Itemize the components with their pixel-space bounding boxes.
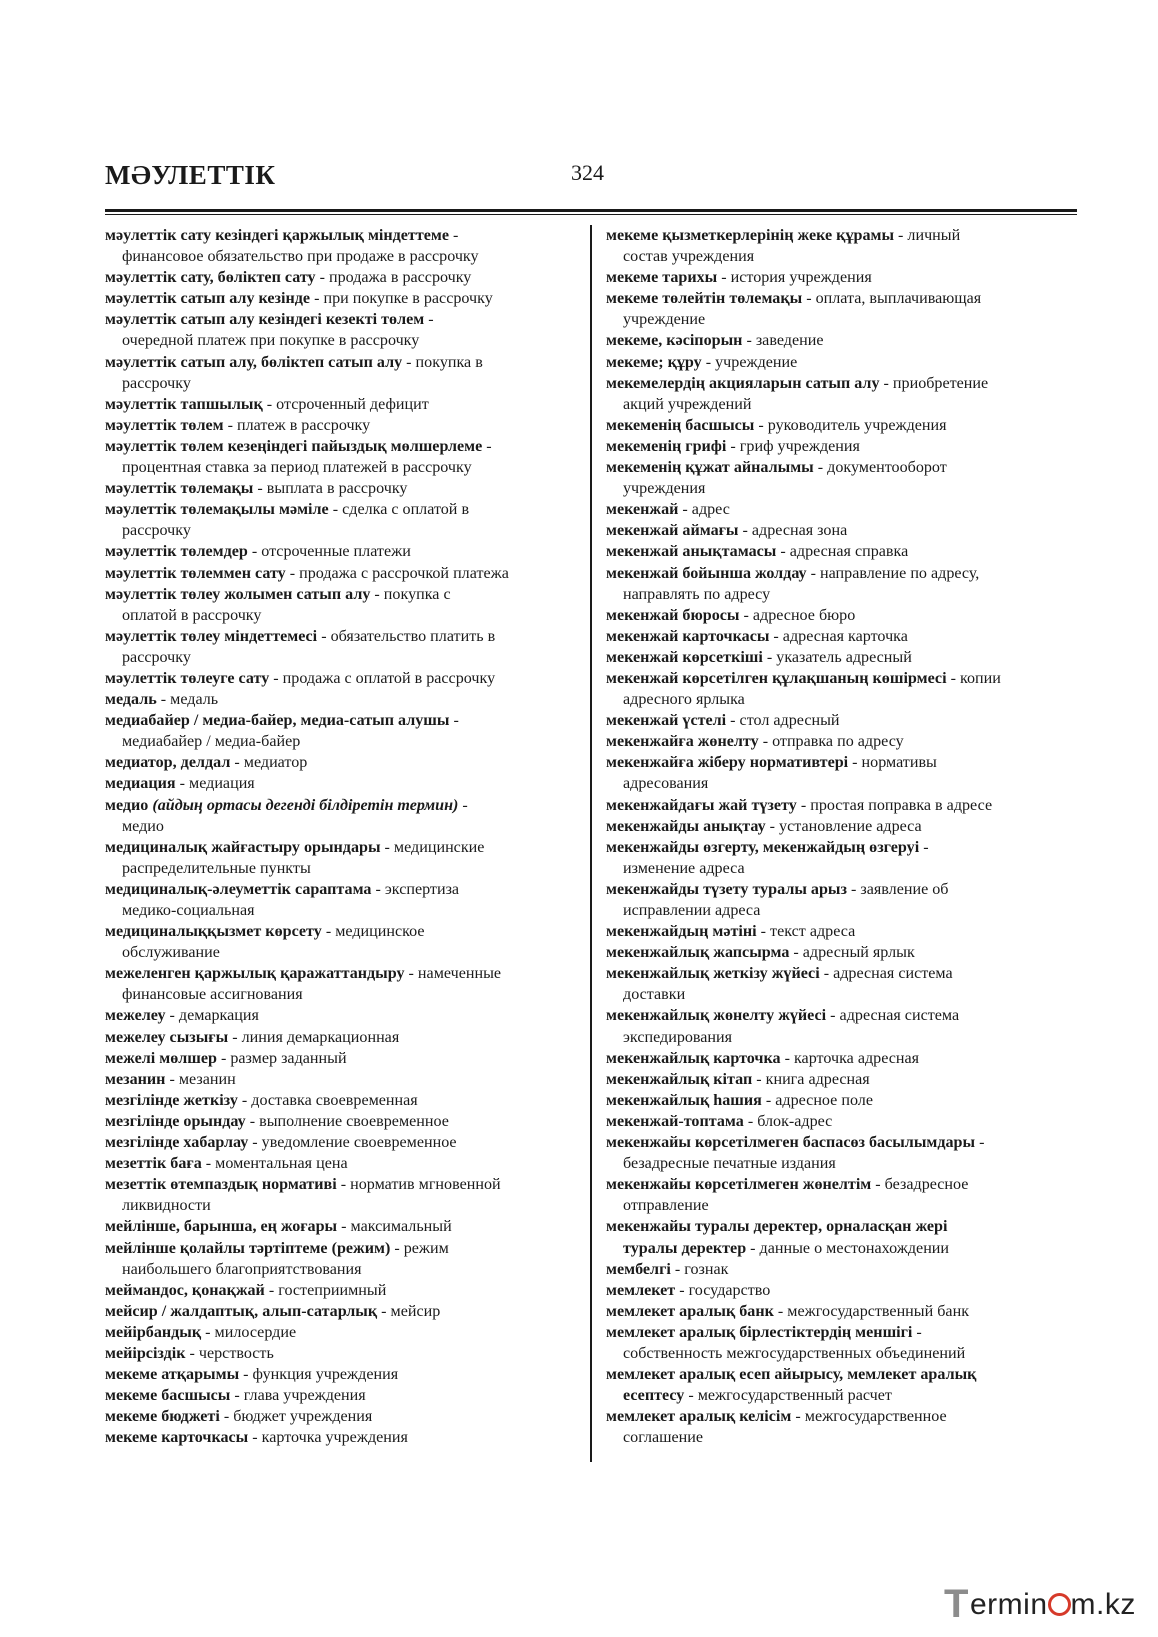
entry-term: мекеме басшысы — [105, 1387, 231, 1405]
entry-translation-continued: акций учреждений — [623, 395, 752, 413]
entry-term: мейлінше қолайлы тәртіптеме (режим) — [105, 1239, 391, 1257]
entry-translation: - — [975, 1134, 985, 1152]
entry-term: мәулеттік сатып алу, бөліктеп сатып алу — [105, 353, 403, 371]
entry-translation: - медицинское — [321, 923, 425, 941]
entry-term: мәулеттік төлем — [105, 416, 224, 434]
entry-translation: - моментальная цена — [201, 1155, 348, 1173]
entry-term: мемлекет аралық келісім — [606, 1408, 792, 1426]
entry-translation: - продажа с оплатой в рассрочку — [269, 669, 496, 687]
dictionary-entry — [606, 816, 1086, 837]
dictionary-entry — [606, 795, 1086, 816]
entry-term: мәулеттік төлемдер — [105, 543, 248, 561]
entry-translation-continued: наибольшего благоприятствования — [122, 1260, 362, 1278]
entry-translation: - милосердие — [201, 1323, 297, 1341]
entry-translation: - продажа в рассрочку — [315, 269, 472, 287]
entry-term: мекенжайды өзгерту, мекенжайдың өзгеруі — [606, 838, 920, 856]
entry-translation: - простая поправка в адресе — [796, 796, 993, 814]
dictionary-entry — [606, 330, 1086, 351]
entry-translation-continued: доставки — [623, 986, 686, 1004]
dictionary-entry — [105, 1027, 583, 1048]
dictionary-entry — [606, 1174, 1086, 1216]
entry-term: медиация — [105, 775, 176, 793]
dictionary-entry — [105, 1005, 583, 1026]
entry-translation-continued: финансовое обязательство при продаже в рассрочку — [122, 248, 479, 266]
entry-translation-continued: обслуживание — [122, 944, 220, 962]
entry-translation: - — [449, 712, 459, 730]
entry-term: мекеме қызметкерлерінің жеке құрамы — [606, 227, 895, 244]
dictionary-entry — [105, 352, 583, 394]
entry-term: мекенжайлық карточка — [606, 1049, 781, 1067]
entry-term: мейлінше, барынша, ең жоғары — [105, 1218, 338, 1236]
entry-translation: - карточка адресная — [780, 1049, 920, 1067]
dictionary-entry — [606, 668, 1086, 710]
entry-translation-continued: учреждение — [623, 311, 706, 329]
column-divider — [590, 225, 592, 1462]
entry-translation: - медиация — [175, 775, 255, 793]
entry-term: медициналық-әлеуметтік сараптама — [105, 880, 372, 898]
entry-translation: - продажа с рассрочкой платежа — [285, 564, 509, 582]
dictionary-entry — [105, 773, 583, 794]
dictionary-entry — [105, 710, 583, 752]
dictionary-entry — [105, 478, 583, 499]
entry-translation: - оплата, выплачивающая — [802, 290, 982, 308]
entry-term: мейірбандық — [105, 1323, 202, 1341]
entry-translation-continued: адресного ярлыка — [623, 691, 745, 709]
entry-term: мембелгі — [606, 1260, 671, 1278]
entry-term: мекеменің басшысы — [606, 416, 755, 434]
entry-term: мәулеттік сату кезіндегі қаржылық міндеттеме — [105, 227, 449, 244]
dictionary-entry — [606, 605, 1086, 626]
dictionary-entry — [105, 1343, 583, 1364]
entry-term: мезгілінде хабарлау — [105, 1134, 249, 1152]
entry-term: мемлекет — [606, 1281, 676, 1299]
entry-translation: - гостеприимный — [264, 1281, 387, 1299]
entry-term: мекеме тарихы — [606, 269, 718, 287]
entry-translation: - черствость — [185, 1344, 274, 1362]
dictionary-entry — [606, 1069, 1086, 1090]
dictionary-entry — [606, 1280, 1086, 1301]
entry-translation: - уведомление своевременное — [248, 1134, 457, 1152]
entry-translation: - адресная справка — [776, 543, 909, 561]
entry-translation-continued: распределительные пункты — [122, 859, 311, 877]
dictionary-entry — [606, 731, 1086, 752]
dictionary-entry — [606, 1364, 1086, 1406]
entry-translation-continued: изменение адреса — [623, 859, 745, 877]
entry-term: мекеменің грифі — [606, 437, 727, 455]
entry-translation: - документооборот — [813, 459, 947, 477]
entry-translation: - экспертиза — [371, 880, 460, 898]
entry-translation: - мезанин — [165, 1070, 236, 1088]
entry-translation: - покупка в — [402, 353, 483, 371]
entry-translation-continued: процентная ставка за период платежей в рассрочку — [122, 459, 472, 477]
entry-term-continued: туралы деректер — [623, 1239, 747, 1257]
entry-translation: - доставка своевременная — [237, 1091, 418, 1109]
entry-translation-continued: направлять по адресу — [623, 585, 771, 603]
entry-term: мекенжайдың мәтіні — [606, 923, 757, 941]
dictionary-entry — [105, 689, 583, 710]
dictionary-entry — [105, 394, 583, 415]
entry-term: мезгілінде орындау — [105, 1112, 246, 1130]
dictionary-entry — [105, 837, 583, 879]
dictionary-entry — [105, 288, 583, 309]
entry-translation-continued: адресования — [623, 775, 709, 793]
dictionary-entry — [105, 584, 583, 626]
entry-translation: - отсроченные платежи — [247, 543, 411, 561]
dictionary-entry — [105, 1069, 583, 1090]
entry-term: мекемелердің акцияларын сатып алу — [606, 374, 880, 392]
entry-term: мекеме атқарымы — [105, 1366, 240, 1384]
entry-translation: - история учреждения — [717, 269, 872, 287]
termincom-logo — [940, 1582, 1150, 1628]
entry-translation: - при покупке в рассрочку — [310, 290, 493, 308]
dictionary-entry — [105, 1364, 583, 1385]
entry-translation-continued: - межгосударственный расчет — [684, 1387, 892, 1405]
dictionary-entry — [105, 626, 583, 668]
entry-translation: - адресное поле — [761, 1091, 873, 1109]
entry-term: мәулеттік төлеу жолымен сатып алу — [105, 585, 371, 603]
entry-term: мәулеттік төлем кезеңіндегі пайыздық мөлшерлеме — [105, 437, 483, 455]
entry-translation: - текст адреса — [756, 923, 856, 941]
entry-translation: - функция учреждения — [239, 1366, 399, 1384]
dictionary-entry — [606, 267, 1086, 288]
entry-translation: - указатель адресный — [762, 648, 912, 666]
logo-text — [970, 1588, 1136, 1622]
logo-text-part: m.kz — [1070, 1588, 1136, 1621]
entry-term: меймандос, қонақжай — [105, 1281, 265, 1299]
dictionary-entry — [606, 373, 1086, 415]
entry-translation-continued: медио — [122, 817, 164, 835]
entry-translation: - карточка учреждения — [248, 1429, 408, 1447]
entry-term: медиатор, делдал — [105, 754, 231, 772]
entry-translation: - безадресное — [871, 1176, 969, 1194]
dictionary-entry — [105, 436, 583, 478]
logo-ring-icon — [1048, 1593, 1071, 1616]
entry-translation: - приобретение — [879, 374, 989, 392]
dictionary-entry — [105, 1174, 583, 1216]
entry-translation-continued: учреждения — [623, 480, 706, 498]
entry-term: межелі мөлшер — [105, 1049, 217, 1067]
dictionary-entry — [105, 1427, 583, 1448]
entry-term: мекенжайы көрсетілмеген жөнелтім — [606, 1176, 872, 1194]
header-rule-thick — [105, 209, 1077, 212]
dictionary-entry — [105, 752, 583, 773]
entry-translation: - режим — [390, 1239, 449, 1257]
entry-translation: - — [919, 838, 929, 856]
entry-term: мекенжайлық кітап — [606, 1070, 753, 1088]
entry-term: медициналыққызмет көрсету — [105, 923, 322, 941]
entry-translation: - отправка по адресу — [758, 733, 904, 751]
entry-term: мекенжайлық жөнелту жүйесі — [606, 1007, 827, 1025]
dictionary-entry — [606, 436, 1086, 457]
entry-translation-continued: оплатой в рассрочку — [122, 606, 262, 624]
entry-translation-continued: рассрочку — [122, 522, 191, 540]
entry-term: межелеу — [105, 1007, 166, 1025]
entry-translation-continued: ликвидности — [122, 1197, 211, 1215]
entry-translation: - медаль — [156, 691, 219, 709]
entry-translation: - копии — [946, 669, 1001, 687]
dictionary-entry — [606, 710, 1086, 731]
dictionary-entry — [606, 1090, 1086, 1111]
entry-translation-continued: медико-социальная — [122, 902, 255, 919]
entry-term: мәулеттік сатып алу кезінде — [105, 290, 311, 308]
entry-translation: - — [482, 437, 492, 455]
entry-translation: - направление по адресу, — [806, 564, 980, 582]
entry-translation: - максимальный — [337, 1218, 452, 1236]
dictionary-entry — [105, 1132, 583, 1153]
entry-term: мекенжайлық һашия — [606, 1091, 762, 1109]
entry-term: мейсир / жалдаптық, алып-сатарлық — [105, 1302, 378, 1320]
dictionary-entry — [105, 1280, 583, 1301]
entry-term: мәулеттік сату, бөліктеп сату — [105, 269, 316, 287]
entry-term: мәулеттік төлеммен сату — [105, 564, 286, 582]
entry-translation: - руководитель учреждения — [754, 416, 947, 434]
entry-term: мекенжайға жіберу нормативтері — [606, 754, 849, 772]
entry-translation-continued: медиабайер / медиа-байер — [122, 733, 301, 751]
entry-term: медио — [105, 796, 149, 814]
entry-term: мекенжай анықтамасы — [606, 543, 777, 561]
dictionary-entry — [105, 879, 583, 921]
dictionary-entry — [105, 309, 583, 351]
entry-translation: - блок-адрес — [743, 1112, 833, 1130]
page-number: 324 — [571, 160, 604, 185]
entry-translation: - обязательство платить в — [317, 627, 496, 645]
entry-translation: - нормативы — [848, 754, 937, 772]
entry-translation: - норматив мгновенной — [336, 1176, 501, 1194]
entry-translation: - установление адреса — [765, 817, 922, 835]
entry-term: межеленген қаржылық қаражаттандыру — [105, 965, 405, 983]
entry-translation: - адрес — [678, 501, 730, 519]
dictionary-entry — [606, 563, 1086, 605]
dictionary-entry — [606, 352, 1086, 373]
entry-translation: - демаркация — [165, 1007, 259, 1025]
entry-translation-continued: соглашение — [623, 1429, 704, 1447]
entry-translation: - стол адресный — [726, 712, 840, 730]
entry-translation: - межгосударственный банк — [773, 1302, 970, 1320]
entry-translation: - адресная система — [819, 965, 953, 983]
dictionary-entry — [606, 415, 1086, 436]
dictionary-entry — [105, 921, 583, 963]
entry-term: мәулеттік сатып алу кезіндегі кезекті төлем — [105, 311, 425, 329]
dictionary-entry — [105, 415, 583, 436]
dictionary-entry — [105, 963, 583, 1005]
entry-term: мекенжай бойынша жолдау — [606, 564, 807, 582]
entry-translation: - медицинские — [380, 838, 485, 856]
dictionary-entry — [606, 879, 1086, 921]
entry-term: мезгілінде жеткізу — [105, 1091, 238, 1109]
dictionary-entry — [606, 288, 1086, 330]
dictionary-entry — [606, 1406, 1086, 1448]
right-column — [606, 225, 1086, 1448]
entry-term: мекенжай аймағы — [606, 522, 739, 540]
entry-translation: - линия демаркационная — [228, 1028, 400, 1046]
page-header — [105, 150, 1077, 210]
entry-term: мемлекет аралық есеп айырысу, мемлекет аралық — [606, 1366, 977, 1384]
dictionary-entry — [606, 1216, 1086, 1258]
dictionary-entry — [105, 668, 583, 689]
dictionary-entry — [606, 1005, 1086, 1047]
entry-translation: - медиатор — [230, 754, 308, 772]
entry-term: мекенжайлық жеткізу жүйесі — [606, 965, 820, 983]
entry-translation-continued: состав учреждения — [623, 248, 755, 266]
entry-note: (айдың ортасы дегенді білдіретін термин) — [148, 796, 459, 814]
entry-term: мекенжай карточкасы — [606, 627, 770, 645]
entry-term: мәулеттік төлемақылы мәміле — [105, 501, 329, 519]
entry-term: мәулеттік төлеуге сату — [105, 669, 270, 687]
dictionary-entry — [606, 752, 1086, 794]
entry-term: мекенжай — [606, 501, 679, 519]
entry-translation: - — [449, 227, 459, 244]
entry-term: мекеме, кәсіпорын — [606, 332, 743, 350]
dictionary-entry — [606, 647, 1086, 668]
entry-term: мемлекет аралық бірлестіктердің меншігі — [606, 1323, 913, 1341]
dictionary-entry — [606, 837, 1086, 879]
dictionary-entry — [105, 1048, 583, 1069]
entry-term: медициналық жайғастыру орындары — [105, 838, 381, 856]
entry-term: мекеме бюджеті — [105, 1408, 220, 1426]
entry-translation: - глава учреждения — [230, 1387, 366, 1405]
entry-term: мәулеттік төлемақы — [105, 480, 254, 498]
entry-translation-continued: экспедирования — [623, 1028, 733, 1046]
entry-translation-continued: рассрочку — [122, 648, 191, 666]
entry-translation: - намеченные — [404, 965, 502, 983]
dictionary-entry — [606, 1111, 1086, 1132]
dictionary-entry — [606, 1132, 1086, 1174]
entry-term: мәулеттік тапшылық — [105, 395, 263, 413]
entry-translation: - адресная карточка — [769, 627, 908, 645]
entry-translation-continued: рассрочку — [122, 374, 191, 392]
entry-translation: - выплата в рассрочку — [253, 480, 408, 498]
entry-term: мекенжайға жөнелту — [606, 733, 759, 751]
left-column — [105, 225, 583, 1448]
entry-translation: - бюджет учреждения — [219, 1408, 373, 1426]
dictionary-entry — [105, 1216, 583, 1237]
entry-term: мекенжай бюросы — [606, 606, 740, 624]
running-head: МӘУЛЕТТІК — [105, 160, 276, 190]
dictionary-entry — [105, 1111, 583, 1132]
entry-term: мекенжай көрсетілген құлақшаның көшірмесі — [606, 669, 947, 687]
entry-translation: - адресный ярлык — [789, 944, 915, 962]
entry-translation: - платеж в рассрочку — [223, 416, 371, 434]
entry-term: межелеу сызығы — [105, 1028, 229, 1046]
entry-term: мәулеттік төлеу міндеттемесі — [105, 627, 318, 645]
dictionary-entry — [105, 563, 583, 584]
entry-term: мезеттік өтемпаздық нормативі — [105, 1176, 337, 1194]
entry-term: мезанин — [105, 1070, 166, 1088]
entry-translation: - личный — [894, 227, 961, 244]
entry-term-continued: есептесу — [623, 1387, 685, 1405]
dictionary-entry — [606, 457, 1086, 499]
entry-term: мекеменің құжат айналымы — [606, 459, 814, 477]
entry-translation: - заявление об — [846, 880, 949, 898]
entry-term: мекенжайы көрсетілмеген баспасөз басылымдары — [606, 1134, 976, 1152]
entry-translation-continued: исправлении адреса — [623, 902, 761, 919]
entry-translation: - адресная зона — [738, 522, 848, 540]
entry-translation: - мейсир — [377, 1302, 441, 1320]
entry-term: медаль — [105, 691, 157, 709]
entry-term: мекенжайды түзету туралы арыз — [606, 880, 847, 898]
entry-translation: - учреждение — [701, 353, 798, 371]
dictionary-entry — [606, 1322, 1086, 1364]
entry-term: мекенжай-топтама — [606, 1112, 744, 1130]
entry-translation-continued: отправление — [623, 1197, 709, 1215]
entry-term: мекенжайы туралы деректер, орналасқан жері — [606, 1218, 948, 1236]
dictionary-entry — [606, 626, 1086, 647]
dictionary-entry — [606, 1259, 1086, 1280]
entry-translation: - книга адресная — [752, 1070, 870, 1088]
entry-term: мезеттік баға — [105, 1155, 202, 1173]
entry-translation: - гриф учреждения — [726, 437, 860, 455]
entry-term: мекенжай көрсеткіші — [606, 648, 763, 666]
entry-translation: - сделка с оплатой в — [328, 501, 470, 519]
entry-translation-continued: финансовые ассигнования — [122, 986, 303, 1004]
entry-translation-continued: безадресные печатные издания — [623, 1155, 836, 1173]
entry-translation-continued: очередной платеж при покупке в рассрочку — [122, 332, 420, 350]
entry-translation: - — [458, 796, 468, 814]
header-rule-thin — [105, 214, 1077, 215]
entry-translation: - межгосударственное — [791, 1408, 947, 1426]
entry-translation: - адресная система — [826, 1007, 960, 1025]
entry-translation: - гознак — [670, 1260, 729, 1278]
entry-term: мекеме төлейтін төлемақы — [606, 290, 803, 308]
entry-translation: - размер заданный — [216, 1049, 347, 1067]
entry-term: мекенжайды анықтау — [606, 817, 766, 835]
entry-translation: - государство — [675, 1281, 771, 1299]
dictionary-entry — [105, 267, 583, 288]
dictionary-entry — [606, 225, 1086, 267]
dictionary-entry — [105, 1322, 583, 1343]
entry-translation: - адресное бюро — [739, 606, 856, 624]
entry-term: мекеме; құру — [606, 353, 702, 371]
dictionary-entry — [606, 541, 1086, 562]
entry-term: мекеме карточкасы — [105, 1429, 249, 1447]
entry-term: мекенжайдағы жай түзету — [606, 796, 797, 814]
entry-translation: - — [424, 311, 434, 329]
entry-translation: - — [912, 1323, 922, 1341]
dictionary-entry — [606, 499, 1086, 520]
dictionary-entry — [606, 1048, 1086, 1069]
entry-term: медиабайер / медиа-байер, медиа-сатып алушы — [105, 712, 450, 730]
dictionary-entry — [105, 795, 583, 837]
entry-translation: - покупка с — [370, 585, 451, 603]
dictionary-entry — [105, 1301, 583, 1322]
entry-translation: - отсроченный дефицит — [262, 395, 429, 413]
dictionary-entry — [105, 1385, 583, 1406]
dictionary-entry — [105, 1238, 583, 1280]
dictionary-entry — [606, 520, 1086, 541]
entry-term: мейірсіздік — [105, 1344, 186, 1362]
entry-translation-continued: собственность межгосударственных объединений — [623, 1344, 966, 1362]
entry-translation: - заведение — [742, 332, 824, 350]
dictionary-entry — [606, 921, 1086, 942]
entry-term: мемлекет аралық банк — [606, 1302, 774, 1320]
dictionary-entry — [105, 1153, 583, 1174]
entry-translation: - выполнение своевременное — [245, 1112, 449, 1130]
entry-translation-continued: - данные о местонахождении — [746, 1239, 950, 1257]
dictionary-entry — [606, 942, 1086, 963]
entry-term: мекенжайлық жапсырма — [606, 944, 790, 962]
dictionary-entry — [105, 1406, 583, 1427]
dictionary-entry — [105, 541, 583, 562]
dictionary-entry — [105, 225, 583, 267]
entry-term: мекенжай үстелі — [606, 712, 727, 730]
dictionary-entry — [606, 1301, 1086, 1322]
logo-text-part: ermin — [970, 1588, 1048, 1621]
dictionary-entry — [105, 1090, 583, 1111]
logo-letter: T — [944, 1582, 969, 1626]
dictionary-entry — [606, 963, 1086, 1005]
dictionary-entry — [105, 499, 583, 541]
